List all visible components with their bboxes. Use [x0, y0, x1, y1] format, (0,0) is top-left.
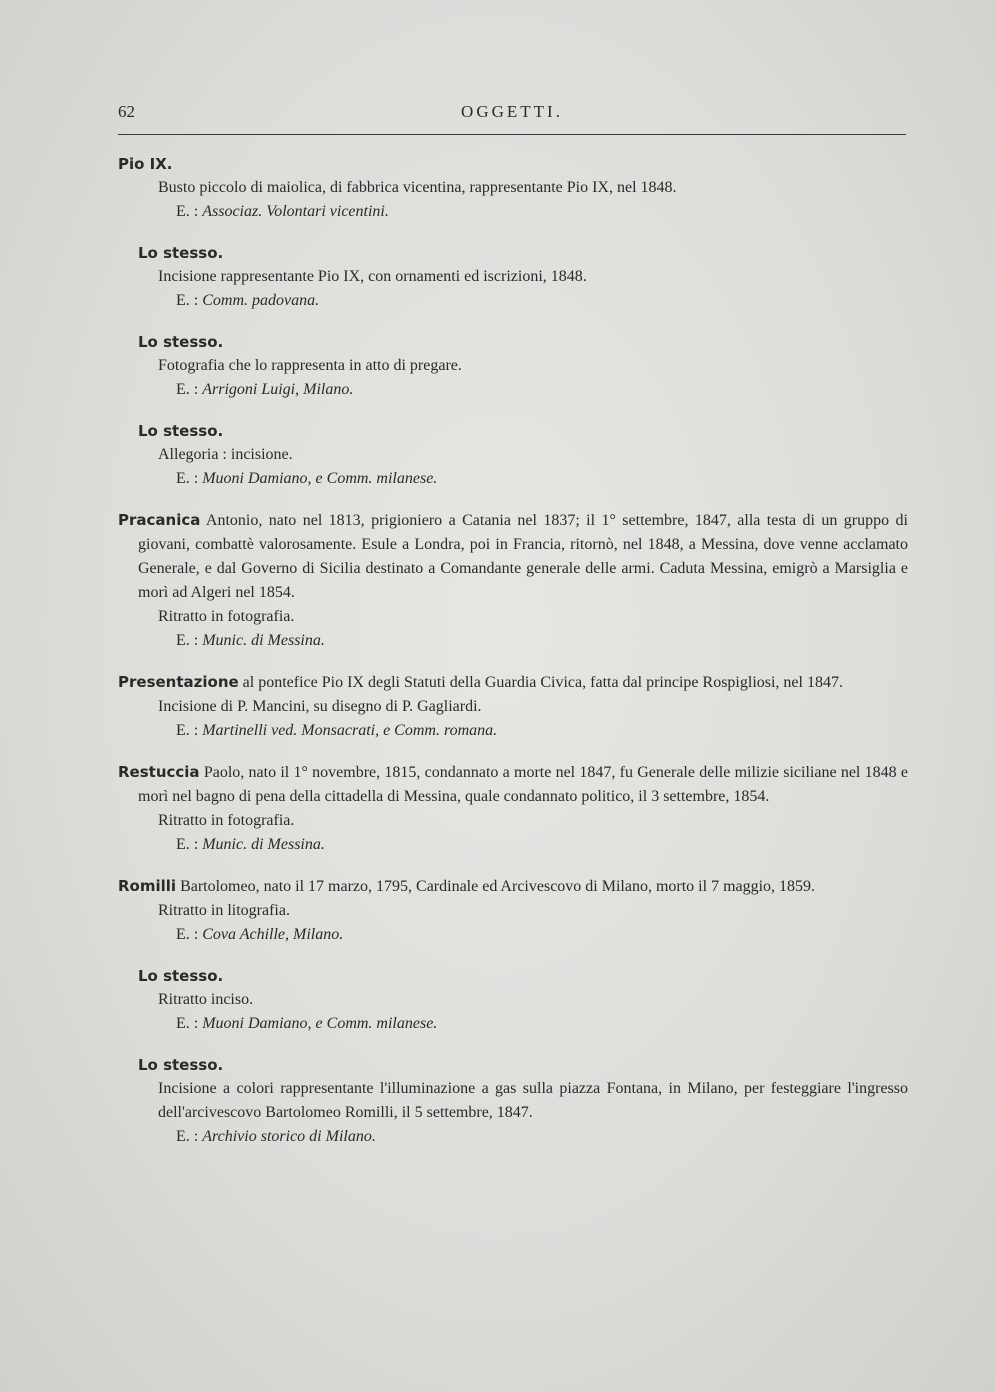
exhibitor-name: Cova Achille, Milano. — [202, 926, 344, 943]
exhibitor-line — [118, 719, 908, 743]
entry-heading: Restuccia — [118, 763, 200, 781]
entry-lo-stesso — [118, 964, 908, 1036]
entry-heading: Pio IX. — [118, 155, 173, 173]
header-rule — [118, 134, 906, 135]
exhibitor-line — [118, 629, 908, 653]
entry-lo-stesso — [118, 1053, 908, 1149]
entry-heading: Lo stesso. — [138, 967, 224, 985]
exhibitor-name: Munic. di Messina. — [202, 836, 325, 853]
exhibitor-name: Archivio storico di Milano. — [202, 1128, 376, 1145]
entry-text: Bartolomeo, nato il 17 marzo, 1795, Cardinale ed Arcivescovo di Milano, morto il 7 maggio, 1859. — [180, 878, 816, 895]
entry-lo-stesso — [118, 330, 908, 402]
entry-pio-ix — [118, 152, 908, 224]
exhibitor-label: E. : — [176, 1128, 199, 1145]
exhibitor-line — [118, 378, 908, 402]
exhibitor-label: E. : — [176, 292, 199, 309]
exhibitor-name: Arrigoni Luigi, Milano. — [202, 381, 354, 398]
entry-description: Incisione rappresentante Pio IX, con ornamenti ed iscrizioni, 1848. — [158, 268, 587, 285]
exhibitor-name: Munic. di Messina. — [202, 632, 325, 649]
entry-heading: Presentazione — [118, 673, 239, 691]
exhibitor-name: Associaz. Volontari vicentini. — [202, 203, 389, 220]
entry-description: Ritratto in fotografia. — [158, 608, 295, 625]
entry-romilli — [118, 874, 908, 947]
entry-description: Incisione di P. Mancini, su disegno di P. Gagliardi. — [158, 698, 482, 715]
exhibitor-name: Muoni Damiano, e Comm. milanese. — [202, 470, 438, 487]
entry-biography — [118, 670, 908, 695]
entry-heading: Lo stesso. — [138, 244, 224, 262]
entry-description: Ritratto inciso. — [158, 991, 254, 1008]
exhibitor-line — [118, 833, 908, 857]
exhibitor-line — [118, 467, 908, 491]
exhibitor-label: E. : — [176, 470, 199, 487]
exhibitor-line — [118, 289, 908, 313]
entry-text: Antonio, nato nel 1813, prigioniero a Catania nel 1837; il 1° settembre, 1847, alla testa di un gruppo di giovani, combattè valorosamente. Esule a Londra, poi in Francia, ritornò, nel 1848, a Messina, dove venne acclamato Generale, e dal Governo di Sicilia destinato a Comandante generale delle armi. Caduta Messina, emigrò a Marsiglia e morì ad Algeri nel 1854. — [138, 512, 908, 601]
exhibitor-line — [118, 200, 908, 224]
exhibitor-name: Martinelli ved. Monsacrati, e Comm. romana. — [202, 722, 498, 739]
entry-presentazione — [118, 670, 908, 743]
page-number: 62 — [118, 102, 135, 121]
entry-text: al pontefice Pio IX degli Statuti della Guardia Civica, fatta dal principe Rospigliosi, nel 1847. — [242, 674, 843, 691]
exhibitor-name: Muoni Damiano, e Comm. milanese. — [202, 1015, 438, 1032]
exhibitor-label: E. : — [176, 381, 199, 398]
entry-biography — [118, 874, 908, 899]
page-content — [118, 152, 908, 1166]
entry-restuccia — [118, 760, 908, 857]
exhibitor-line — [118, 1125, 908, 1149]
entry-description: Ritratto in litografia. — [158, 902, 290, 919]
entry-description: Fotografia che lo rappresenta in atto di pregare. — [158, 357, 462, 374]
exhibitor-line — [118, 1012, 908, 1036]
entry-heading: Romilli — [118, 877, 177, 895]
running-title: OGGETTI. — [461, 102, 563, 121]
entry-text: Paolo, nato il 1° novembre, 1815, condannato a morte nel 1847, fu Generale delle milizie siciliane nel 1848 e morì nel bagno di pena della cittadella di Messina, quale condannato politico, il 3 settembre, 1854. — [138, 764, 908, 805]
exhibitor-label: E. : — [176, 836, 199, 853]
entry-lo-stesso — [118, 241, 908, 313]
entry-pracanica — [118, 508, 908, 653]
exhibitor-line — [118, 923, 908, 947]
entry-heading: Lo stesso. — [138, 1056, 224, 1074]
entry-description-block — [118, 1077, 908, 1125]
entry-description: Allegoria : incisione. — [158, 446, 293, 463]
exhibitor-name: Comm. padovana. — [202, 292, 320, 309]
entry-description: Busto piccolo di maiolica, di fabbrica vicentina, rappresentante Pio IX, nel 1848. — [158, 179, 677, 196]
page-header — [118, 102, 906, 130]
entry-heading: Lo stesso. — [138, 422, 224, 440]
entry-description: Incisione a colori rappresentante l'illuminazione a gas sulla piazza Fontana, in Milano, per festeggiare l'ingresso dell'arcivescovo Bartolomeo Romilli, il 5 settembre, 1847. — [158, 1080, 908, 1121]
exhibitor-label: E. : — [176, 1015, 199, 1032]
entry-heading: Pracanica — [118, 511, 201, 529]
exhibitor-label: E. : — [176, 632, 199, 649]
exhibitor-label: E. : — [176, 203, 199, 220]
entry-biography — [118, 760, 908, 809]
entry-heading: Lo stesso. — [138, 333, 224, 351]
exhibitor-label: E. : — [176, 722, 199, 739]
exhibitor-label: E. : — [176, 926, 199, 943]
entry-biography — [118, 508, 908, 605]
entry-description: Ritratto in fotografia. — [158, 812, 295, 829]
entry-lo-stesso — [118, 419, 908, 491]
